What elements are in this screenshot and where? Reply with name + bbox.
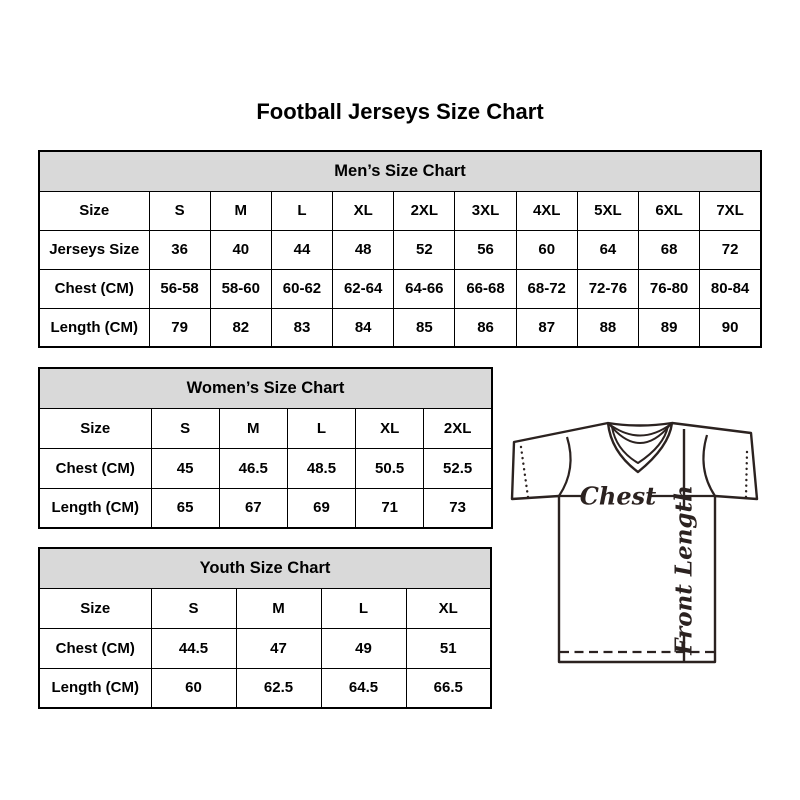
size-value-cell: 48.5 <box>287 448 355 488</box>
jersey-diagram-svg <box>504 414 770 666</box>
youth-size-table <box>38 547 492 709</box>
row-label: Size <box>39 191 149 230</box>
table-row <box>39 191 761 230</box>
size-value-cell: 56 <box>455 230 516 269</box>
size-value-cell: 87 <box>516 308 577 347</box>
size-value-cell: 68 <box>639 230 700 269</box>
table-row <box>39 408 492 448</box>
size-value-cell: 79 <box>149 308 210 347</box>
size-value-cell: 64 <box>577 230 638 269</box>
row-label: Chest (CM) <box>39 628 151 668</box>
womens-table-title: Women’s Size Chart <box>39 368 492 408</box>
table-row <box>39 628 491 668</box>
size-value-cell: 60 <box>151 668 236 708</box>
mens-table-title: Men’s Size Chart <box>39 151 761 191</box>
size-value-cell: 40 <box>210 230 271 269</box>
size-value-cell: 85 <box>394 308 455 347</box>
size-value-cell: 67 <box>219 488 287 528</box>
size-value-cell: M <box>236 588 321 628</box>
row-label: Chest (CM) <box>39 448 151 488</box>
size-value-cell: 65 <box>151 488 219 528</box>
womens-size-table <box>38 367 493 529</box>
size-value-cell: 2XL <box>394 191 455 230</box>
size-value-cell: 83 <box>271 308 332 347</box>
size-value-cell: L <box>287 408 355 448</box>
size-value-cell: 51 <box>406 628 491 668</box>
size-value-cell: 64-66 <box>394 269 455 308</box>
page-title: Football Jerseys Size Chart <box>256 99 544 124</box>
size-value-cell: 5XL <box>577 191 638 230</box>
size-value-cell: 60-62 <box>271 269 332 308</box>
table-row <box>39 668 491 708</box>
size-value-cell: 7XL <box>700 191 761 230</box>
size-value-cell: 88 <box>577 308 638 347</box>
size-value-cell: 49 <box>321 628 406 668</box>
size-value-cell: 44 <box>271 230 332 269</box>
size-value-cell: 82 <box>210 308 271 347</box>
row-label: Size <box>39 408 151 448</box>
size-value-cell: S <box>151 588 236 628</box>
row-label: Length (CM) <box>39 308 149 347</box>
size-value-cell: 64.5 <box>321 668 406 708</box>
row-label: Jerseys Size <box>39 230 149 269</box>
chest-label: Chest <box>579 481 657 511</box>
jersey-measurement-diagram <box>504 414 770 666</box>
table-row <box>39 308 761 347</box>
size-value-cell: M <box>219 408 287 448</box>
size-value-cell: 90 <box>700 308 761 347</box>
row-label: Length (CM) <box>39 488 151 528</box>
table-header-row <box>39 151 761 191</box>
table-row <box>39 230 761 269</box>
size-value-cell: 76-80 <box>639 269 700 308</box>
size-value-cell: 71 <box>356 488 424 528</box>
right-cuff-dotted-line <box>746 452 747 497</box>
left-sleeve-seam <box>559 437 571 496</box>
size-value-cell: XL <box>406 588 491 628</box>
size-value-cell: S <box>149 191 210 230</box>
size-value-cell: XL <box>356 408 424 448</box>
size-value-cell: 62-64 <box>333 269 394 308</box>
size-value-cell: M <box>210 191 271 230</box>
table-row <box>39 269 761 308</box>
left-cuff-dotted-line <box>521 447 528 497</box>
size-value-cell: 89 <box>639 308 700 347</box>
size-value-cell: 48 <box>333 230 394 269</box>
size-value-cell: 68-72 <box>516 269 577 308</box>
mens-size-table <box>38 150 762 348</box>
size-value-cell: 60 <box>516 230 577 269</box>
size-value-cell: 36 <box>149 230 210 269</box>
table-header-row <box>39 548 491 588</box>
table-row <box>39 588 491 628</box>
size-value-cell: 69 <box>287 488 355 528</box>
right-sleeve-seam <box>703 435 715 496</box>
size-value-cell: 44.5 <box>151 628 236 668</box>
size-value-cell: 6XL <box>639 191 700 230</box>
youth-table-title: Youth Size Chart <box>39 548 491 588</box>
size-value-cell: 2XL <box>424 408 492 448</box>
size-value-cell: 4XL <box>516 191 577 230</box>
size-value-cell: L <box>271 191 332 230</box>
size-value-cell: 46.5 <box>219 448 287 488</box>
size-value-cell: 52.5 <box>424 448 492 488</box>
size-value-cell: 72-76 <box>577 269 638 308</box>
size-value-cell: 3XL <box>455 191 516 230</box>
size-value-cell: XL <box>333 191 394 230</box>
size-value-cell: 72 <box>700 230 761 269</box>
size-value-cell: L <box>321 588 406 628</box>
row-label: Chest (CM) <box>39 269 149 308</box>
size-value-cell: 45 <box>151 448 219 488</box>
front-length-label: Front Length <box>670 485 698 655</box>
size-value-cell: 86 <box>455 308 516 347</box>
size-value-cell: 80-84 <box>700 269 761 308</box>
row-label: Size <box>39 588 151 628</box>
size-value-cell: 62.5 <box>236 668 321 708</box>
size-value-cell: 58-60 <box>210 269 271 308</box>
size-value-cell: 73 <box>424 488 492 528</box>
jersey-outline <box>512 423 757 662</box>
size-value-cell: 56-58 <box>149 269 210 308</box>
table-row <box>39 488 492 528</box>
size-value-cell: S <box>151 408 219 448</box>
row-label: Length (CM) <box>39 668 151 708</box>
size-value-cell: 84 <box>333 308 394 347</box>
size-value-cell: 47 <box>236 628 321 668</box>
table-header-row <box>39 368 492 408</box>
size-value-cell: 66-68 <box>455 269 516 308</box>
size-value-cell: 50.5 <box>356 448 424 488</box>
table-row <box>39 448 492 488</box>
size-value-cell: 52 <box>394 230 455 269</box>
size-value-cell: 66.5 <box>406 668 491 708</box>
